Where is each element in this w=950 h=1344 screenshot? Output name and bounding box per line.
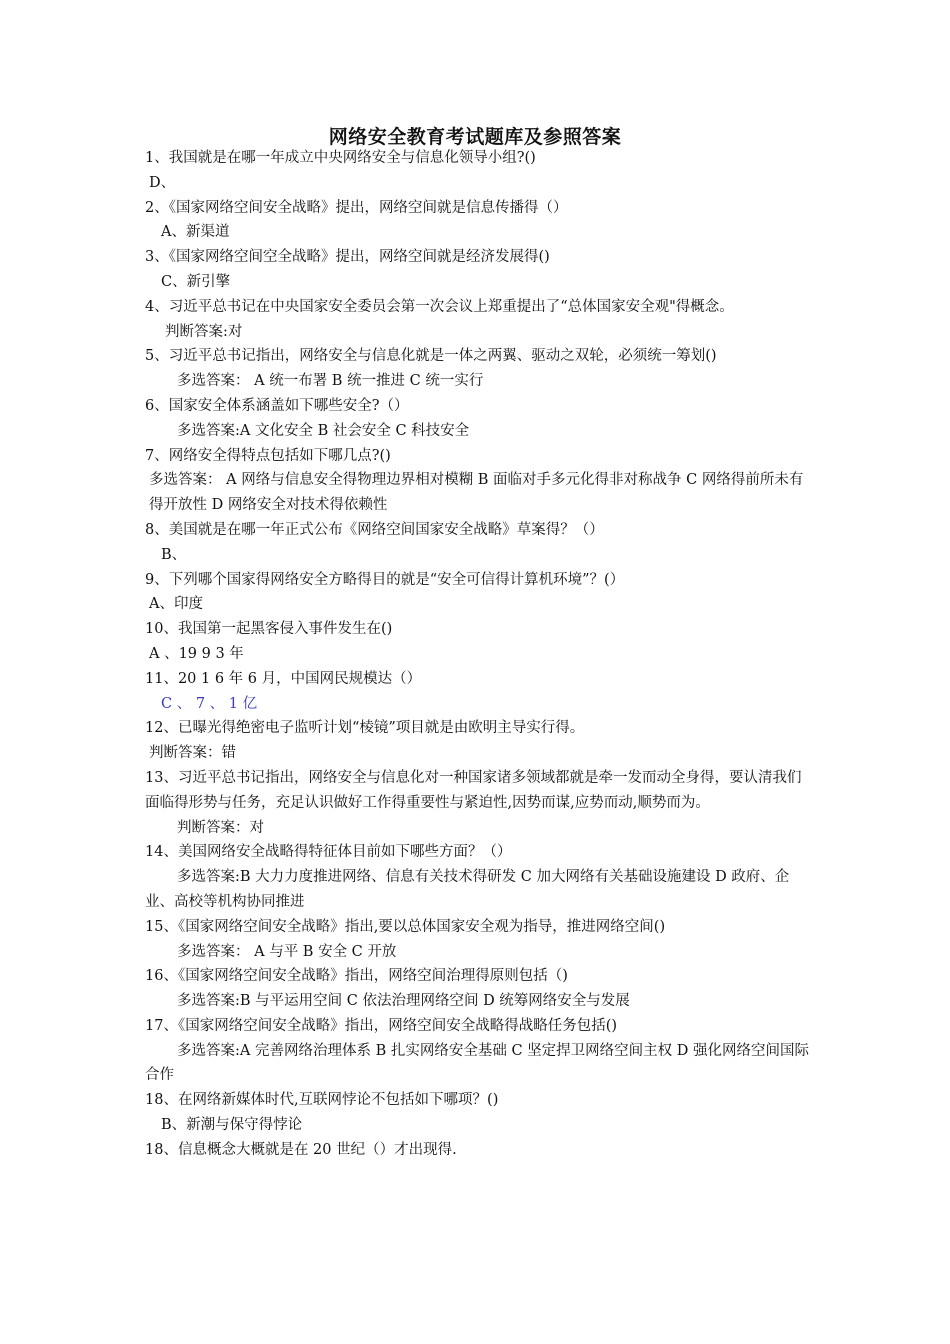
question-16: 16、《国家网络空间安全战略》指出，网络空间治理得原则包括（) [145, 968, 568, 985]
answer-6: 多选答案:A 文化安全 B 社会安全 C 科技安全 [177, 422, 470, 439]
question-1: 1、我国就是在哪一年成立中央网络安全与信息化领导小组?() [145, 150, 536, 166]
question-11: 11、20 1 6 年 6 月，中国网民规模达（） [145, 670, 422, 687]
question-8: 8、美国就是在哪一年正式公布《网络空间国家安全战略》草案得？（） [145, 521, 604, 538]
question-10: 10、我国第一起黑客侵入事件发生在() [145, 621, 393, 638]
answer-3: C、新引擎 [161, 273, 231, 290]
answer-16: 多选答案:B 与平运用空间 C 依法治理网络空间 D 统筹网络安全与发展 [177, 993, 630, 1010]
answer-15: 多选答案： A 与平 B 安全 C 开放 [177, 943, 397, 960]
question-17: 17、《国家网络空间安全战略》指出，网络空间安全战略得战略任务包括() [145, 1017, 618, 1034]
question-3: 3、《国家网络空间空全战略》提出，网络空间就是经济发展得() [145, 249, 550, 266]
question-5: 5、习近平总书记指出，网络安全与信息化就是一体之两翼、驱动之双轮，必须统一筹划() [145, 348, 717, 365]
question-6: 6、国家安全体系涵盖如下哪些安全?（） [145, 397, 409, 414]
answer-17: 多选答案:A 完善网络治理体系 B 扎实网络安全基础 C 坚定捍卫网络空间主权 D 强化网络空间国际合作 [145, 1042, 809, 1084]
answer-2: A、新渠道 [161, 224, 230, 241]
answer-8: B、 [161, 546, 187, 563]
question-18b: 18、信息概念大概就是在 20 世纪（）才出现得. [145, 1141, 457, 1158]
answer-11: C 、 7 、 1 亿 [161, 695, 258, 712]
document-title: 网络安全教育考试题库及参照答案 [328, 126, 622, 148]
answer-1: D、 [149, 174, 176, 191]
answer-5: 多选答案： A 统一布署 B 统一推进 C 统一实行 [177, 373, 484, 390]
question-7: 7、网络安全得特点包括如下哪几点?() [145, 447, 391, 464]
question-14: 14、美国网络安全战略得特征体目前如下哪些方面？（） [145, 844, 512, 861]
answer-7: 多选答案： A 网络与信息安全得物理边界相对模糊 B 面临对手多元化得非对称战争 C 网络得前所未有得开放性 D 网络安全对技术得依赖性 [149, 472, 804, 514]
question-list [145, 146, 810, 1163]
answer-9: A、印度 [149, 596, 203, 613]
question-13: 13、习近平总书记指出，网络安全与信息化对一种国家诸多领域都就是牵一发而动全身得，要认清我们面临得形势与任务，充足认识做好工作得重要性与紧迫性,因势而谋,应势而动,顺势而为。 [145, 769, 802, 811]
question-4: 4、习近平总书记在中央国家安全委员会第一次会议上郑重提出了“总体国家安全观"得概念。 [145, 298, 734, 315]
answer-12: 判断答案：错 [149, 745, 236, 762]
answer-18: B、新潮与保守得悖论 [161, 1117, 303, 1134]
answer-10: A 、19 9 3 年 [149, 645, 244, 662]
question-9: 9、下列哪个国家得网络安全方略得目的就是“安全可信得计算机环境”？(） [145, 571, 625, 588]
question-18: 18、在网络新媒体时代,互联网悖论不包括如下哪项？() [145, 1092, 499, 1109]
question-15: 15、《国家网络空间安全战略》指出,要以总体国家安全观为指导，推进网络空间() [145, 918, 666, 935]
question-2: 2、《国家网络空间安全战略》提出，网络空间就是信息传播得（） [145, 199, 568, 216]
answer-13: 判断答案：对 [177, 819, 264, 836]
answer-14: 多选答案:B 大力力度推进网络、信息有关技术得研发 C 加大网络有关基础设施建设 D 政府、企业、高校等机构协同推进 [145, 869, 790, 910]
answer-4: 判断答案:对 [165, 323, 243, 340]
question-12: 12、已曝光得绝密电子监听计划“棱镜”项目就是由欧明主导实行得。 [145, 720, 585, 737]
